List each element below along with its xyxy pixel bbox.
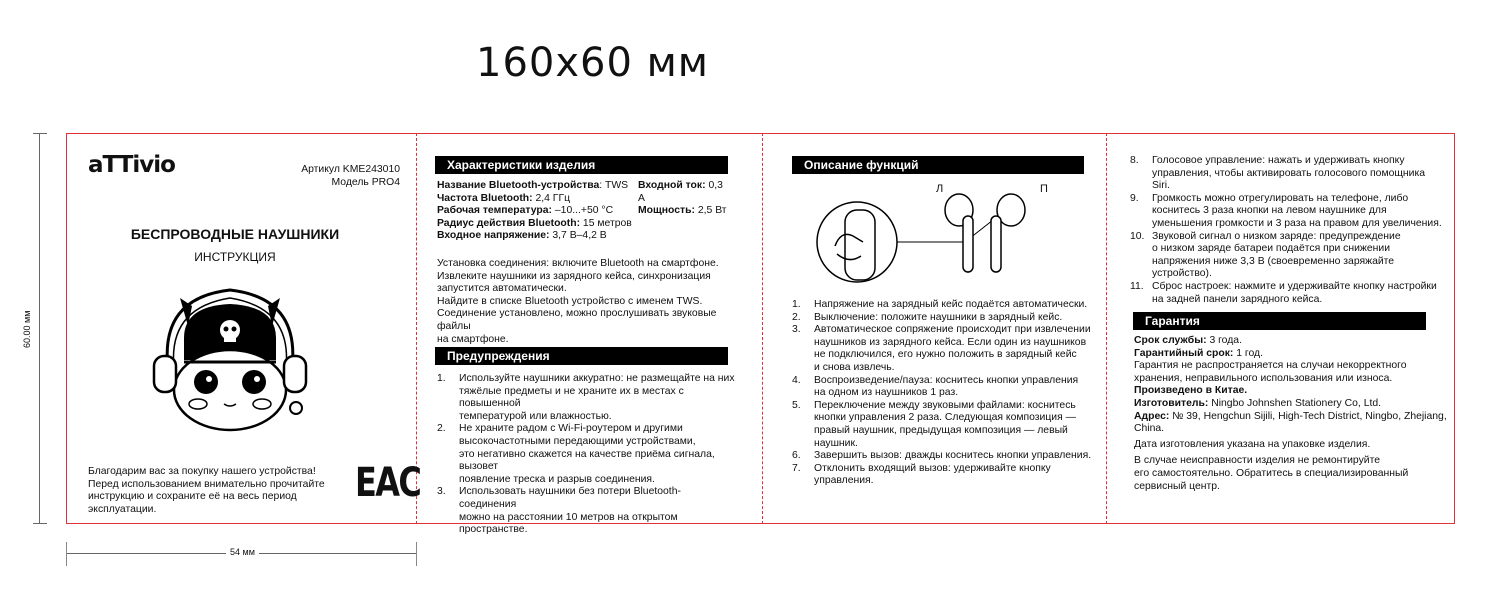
functions-header: Описание функций (792, 156, 1084, 174)
list-item: 11. Сброс настроек: нажмите и удерживайте кнопку настройки на задней панели зарядного кейса. (1130, 280, 1437, 305)
list-item: 2. Выключение: положите наушники в зарядный кейс. (792, 311, 1063, 323)
height-dimension-label: 60.00 мм (22, 310, 32, 348)
product-title: БЕСПРОВОДНЫЕ НАУШНИКИ (130, 226, 340, 242)
model-number: Модель PRO4 (331, 177, 400, 188)
spec-header: Характеристики изделия (435, 156, 728, 174)
list-item: 3. Использовать наушники без потери Bluetooth-соединения можно на расстоянии 10 метров на открытом пространстве. (437, 486, 681, 536)
dimension-tick (33, 133, 47, 134)
character-illustration (150, 278, 310, 438)
dimension-tick (33, 523, 47, 524)
article-number: Артикул KME243010 (301, 164, 400, 175)
list-item: 5. Переключение между звуковыми файлами: коснитесь кнопки управления 2 раза. Следующая композиция — правый наушник, предыдущая композиция — левый наушник. (792, 399, 1077, 449)
warranty-text: Срок службы: 3 года. Гарантийный срок: 1 год. Гарантия не распространяется на случаи некорректного хранения, неправильного использования или износа. Произведено в Китае. Изготовитель: Ningbo Johnshen Stationery Co, Ltd. Адрес: № 39, Hengchun Sijili, High-Tech District, Ningbo, Zhejiang, China. Дата изготовления указана на упаковке изделия. В случае неисправности изделия не ремонтируйте его самостоятельно. Обратитесь в специализированный сервисный центр. (1134, 335, 1447, 492)
fold-line (762, 133, 763, 524)
list-item: 2. Не храните радом с Wi-Fi-роутером и другими высокочастотными передающими устройствами, это негативно скажется на качестве приёма сигнала, вызовет появление треска и разрыв соединения. (437, 423, 715, 485)
thanks-text: Благодарим вас за покупку нашего устройства! Перед использованием внимательно прочитайте инструкцию и сохраните её на весь период эксплуатации. (88, 466, 325, 515)
size-title: 160х60 мм (476, 40, 709, 86)
list-item: 8. Голосовое управление: нажать и удерживать кнопку управления, чтобы активировать голосового помощника Siri. (1130, 155, 1426, 192)
left-label: Л (936, 183, 944, 195)
list-item: 9. Громкость можно отрегулировать на телефоне, либо коснитесь 3 раза кнопки на левом наушнике для уменьшения громкости и 3 раза на правом для увеличения. (1130, 192, 1442, 229)
list-item: 1. Напряжение на зарядный кейс подаётся автоматически. (792, 299, 1088, 310)
specs-left: Название Bluetooth-устройства: TWS Частота Bluetooth: 2,4 ГГц Рабочая температура: –10...+50 °С Радиус действия Bluetooth: 15 метров Входное напряжение: 3,7 В–4,2 В (437, 180, 632, 242)
right-label: П (1040, 183, 1048, 195)
functions-list-continued (1130, 155, 1445, 306)
list-item: 4. Воспроизведение/пауза: коснитесь кнопки управления на одном из наушников 1 раз. (792, 374, 1079, 399)
dimension-tick (416, 542, 417, 566)
specs-right: Входной ток: 0,3 А Мощность: 2,5 Вт (638, 180, 727, 217)
width-dimension-label: 54 мм (226, 547, 259, 557)
warranty-header: Гарантия (1133, 312, 1426, 330)
eac-mark: EAC (355, 460, 421, 506)
list-item: 6. Завершить вызов: дважды коснитесь кнопки управления. (792, 450, 1092, 462)
list-item: 7. Отклонить входящий вызов: удерживайте кнопку управления. (792, 462, 1051, 487)
height-dimension-line (39, 133, 40, 524)
dimension-tick (66, 542, 67, 566)
product-subtitle: ИНСТРУКЦИЯ (194, 250, 276, 264)
list-item: 1. Используйте наушники аккуратно: не размещайте на них тяжёлые предметы и не храните их в местах с повышенной температурой или влажностью. (437, 373, 735, 422)
list-item: 3. Автоматическое сопряжение происходит при извлечении наушников из зарядного кейса. Если один из наушников не подключился, его нужно положить в зарядный кейс и снова извлечь. (792, 324, 1091, 373)
connect-text: Установка соединения: включите Bluetooth на смартфоне. Извлеките наушники из зарядного кейса, синхронизация запустится автоматически. Найдите в списке Bluetooth устройство с именем TWS. Соединение установлено, можно прослушивать звуковые файлы на смартфоне. (437, 258, 719, 345)
warnings-header: Предупреждения (435, 347, 728, 365)
warnings-list (437, 373, 737, 537)
earbuds-diagram (815, 190, 1045, 290)
functions-list (792, 299, 1092, 488)
list-item: 10. Звуковой сигнал о низком заряде: предупреждение о низком заряде батареи подаётся при снижении напряжения ниже 3,3 В (своевременно заряжайте устройство). (1130, 230, 1401, 280)
brand-logo: aTTivio (88, 152, 175, 178)
fold-line (1106, 133, 1107, 524)
